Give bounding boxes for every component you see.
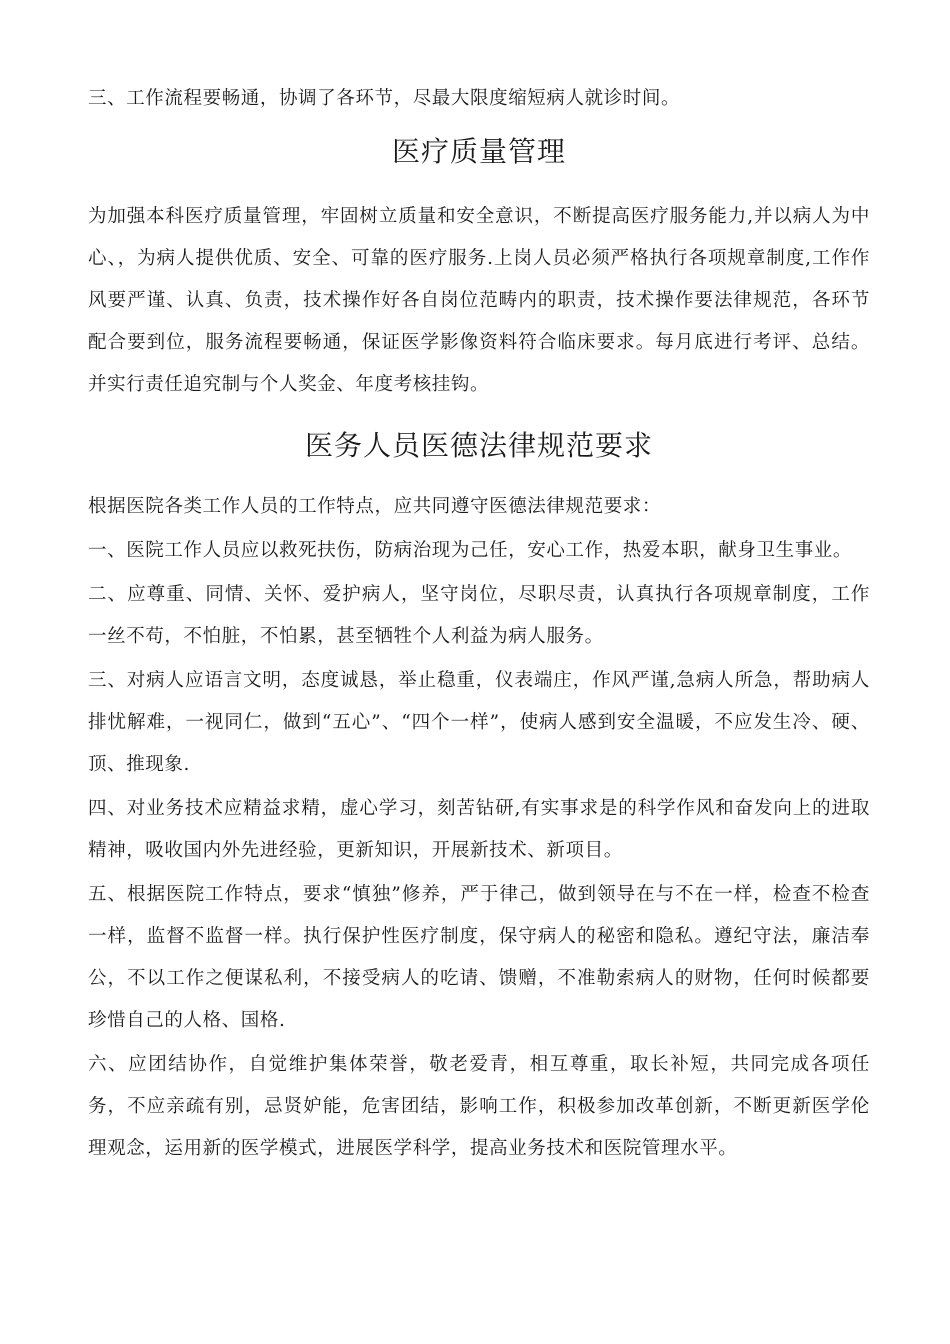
document-page [88,78,870,1180]
ethics-item-5: 五、根据医院工作特点，要求“慎独”修养，严于律己，做到领导在与不在一样，检查不检查一样，监督不监督一样。执行保护性医疗制度，保守病人的秘密和隐私。遵纪守法，廉洁奉公，不以工作之便谋私利，不接受病人的吃请、馈赠，不准勒索病人的财物，任何时候都要珍惜自己的人格、国格. [88,884,870,1031]
ethics-section-intro: 根据医院各类工作人员的工作特点，应共同遵守医德法律规范要求： [88,496,662,517]
ethics-section-title: 医务人员医德法律规范要求 [304,429,653,462]
quality-section-title: 医疗质量管理 [391,135,566,168]
ethics-item-1: 一、医院工作人员应以救死扶伤，防病治现为己任，安心工作，热爱本职，献身卫生事业。 [88,540,853,561]
ethics-item-6: 六、应团结协作，自觉维护集体荣誉，敬老爱青，相互尊重，取长补短，共同完成各项任务，不应亲疏有别，忌贤妒能，危害团结，影响工作，积极参加改革创新，不断更新医学伦理观念，运用新的医学模式，进展医学科学，提高业务技术和医院管理水平。 [88,1054,870,1159]
ethics-item-4: 四、对业务技术应精益求精，虚心学习，刻苦钻研,有实事求是的科学作风和奋发向上的进取精神，吸收国内外先进经验，更新知识，开展新技术、新项目。 [88,798,870,861]
quality-section-body: 为加强本科医疗质量管理，牢固树立质量和安全意识，不断提高医疗服务能力,并以病人为中心、，为病人提供优质、安全、可靠的医疗服务.上岗人员必须严格执行各项规章制度,工作作风要严谨、认真、负责，技术操作好各自岗位范畴内的职责，技术操作要法律规范，各环节配合要到位，服务流程要畅通，保证医学影像资料符合临床要求。每月底进行考评、总结。并实行责任追究制与个人奖金、年度考核挂钩。 [88,206,870,395]
ethics-item-3: 三、对病人应语言文明，态度诚恳，举止稳重，仪表端庄，作风严谨,急病人所急，帮助病人排忧解难，一视同仁，做到“五心”、“四个一样”，使病人感到安全温暖，不应发生冷、硬、顶、推现象. [88,670,870,775]
ethics-item-2: 二、应尊重、同情、关怀、爱护病人，坚守岗位，尽职尽责，认真执行各项规章制度，工作一丝不苟，不怕脏，不怕累，甚至牺牲个人利益为病人服务。 [88,584,870,647]
intro-line: 三、工作流程要畅通，协调了各环节，尽最大限度缩短病人就诊时间。 [88,88,681,109]
